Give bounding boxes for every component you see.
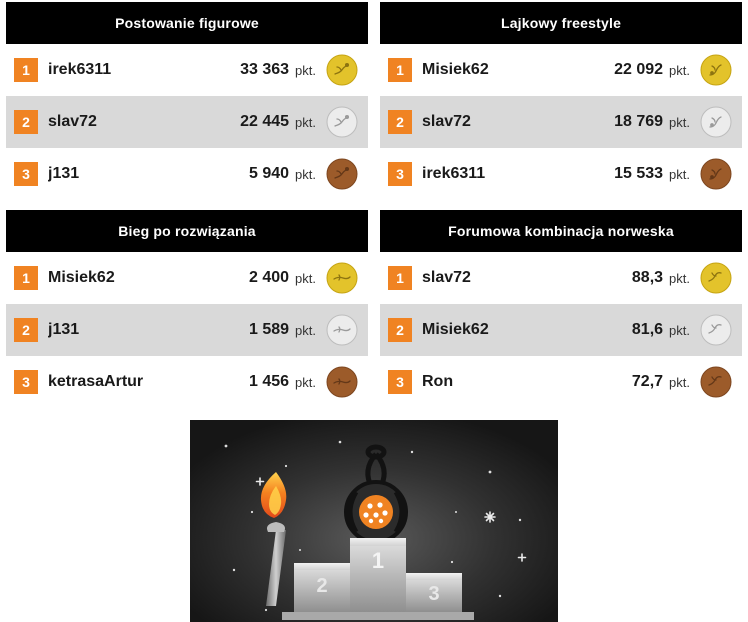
player-score: 5 940 (248, 165, 290, 182)
gold-medal-icon (326, 262, 358, 294)
player-score: 18 769 (614, 113, 664, 130)
rank-badge: 3 (388, 370, 412, 394)
table-row[interactable] (380, 356, 742, 408)
bronze-medal-icon (700, 158, 732, 190)
player-score: 1 589 (248, 321, 290, 338)
player-score: 2 400 (248, 269, 290, 286)
player-nick: Misiek62 (422, 61, 489, 78)
player-nick: Misiek62 (422, 321, 489, 338)
table-row[interactable] (380, 304, 742, 356)
player-nick: slav72 (422, 269, 471, 286)
player-nick: j131 (48, 321, 80, 338)
player-nick: ketrasaArtur (48, 373, 144, 390)
leaderboard-rows (380, 44, 742, 200)
score-unit: pkt. (295, 62, 316, 78)
score-unit: pkt. (669, 270, 690, 286)
silver-medal-icon (326, 314, 358, 346)
score-unit: pkt. (295, 322, 316, 338)
rank-badge: 2 (14, 318, 38, 342)
table-row[interactable] (6, 252, 368, 304)
rank-badge: 3 (14, 162, 38, 186)
leaderboard-rows (6, 44, 368, 200)
leaderboard-title: Postowanie figurowe (6, 2, 368, 44)
player-score: 72,7 (631, 373, 664, 390)
score-unit: pkt. (669, 62, 690, 78)
player-score: 1 456 (248, 373, 290, 390)
player-score: 22 445 (240, 113, 290, 130)
player-score: 33 363 (240, 61, 290, 78)
leaderboard-title: Forumowa kombinacja norweska (380, 210, 742, 252)
leaderboard-card-1 (374, 0, 748, 208)
leaderboard-rows (380, 252, 742, 408)
rank-badge: 3 (14, 370, 38, 394)
score-unit: pkt. (295, 114, 316, 130)
rank-badge: 1 (14, 58, 38, 82)
score-unit: pkt. (295, 374, 316, 390)
table-row[interactable] (6, 356, 368, 408)
player-nick: irek6311 (422, 165, 486, 182)
table-row[interactable] (6, 148, 368, 200)
rank-badge: 1 (14, 266, 38, 290)
score-unit: pkt. (669, 166, 690, 182)
podium-place-3: 3 (428, 583, 440, 605)
player-nick: slav72 (48, 113, 97, 130)
rank-badge: 2 (388, 110, 412, 134)
bronze-medal-icon (700, 366, 732, 398)
silver-medal-icon (700, 314, 732, 346)
player-nick: slav72 (422, 113, 471, 130)
player-score: 81,6 (631, 321, 664, 338)
rank-badge: 1 (388, 58, 412, 82)
score-unit: pkt. (669, 374, 690, 390)
score-unit: pkt. (295, 166, 316, 182)
score-unit: pkt. (295, 270, 316, 286)
gold-medal-icon (326, 54, 358, 86)
rank-badge: 2 (14, 110, 38, 134)
gold-medal-icon (700, 262, 732, 294)
leaderboard-card-2 (0, 208, 374, 416)
score-unit: pkt. (669, 114, 690, 130)
table-row[interactable] (6, 44, 368, 96)
player-nick: j131 (48, 165, 80, 182)
gold-medal-icon (700, 54, 732, 86)
player-nick: irek6311 (48, 61, 112, 78)
player-nick: Ron (422, 373, 454, 390)
leaderboard-rows (6, 252, 368, 408)
bronze-medal-icon (326, 158, 358, 190)
podium-place-1: 1 (371, 548, 385, 573)
player-score: 88,3 (631, 269, 664, 286)
rank-badge: 2 (388, 318, 412, 342)
leaderboard-title: Lajkowy freestyle (380, 2, 742, 44)
table-row[interactable] (380, 148, 742, 200)
rank-badge: 1 (388, 266, 412, 290)
player-nick: Misiek62 (48, 269, 115, 286)
bronze-medal-icon (326, 366, 358, 398)
table-row[interactable] (380, 252, 742, 304)
silver-medal-icon (326, 106, 358, 138)
silver-medal-icon (700, 106, 732, 138)
podium-section (0, 416, 748, 622)
table-row[interactable] (6, 304, 368, 356)
rank-badge: 3 (388, 162, 412, 186)
leaderboard-card-0 (0, 0, 374, 208)
score-unit: pkt. (669, 322, 690, 338)
table-row[interactable] (380, 96, 742, 148)
podium-illustration (190, 420, 558, 622)
player-score: 22 092 (614, 61, 664, 78)
player-score: 15 533 (614, 165, 664, 182)
leaderboard-card-3 (374, 208, 748, 416)
leaderboard-title: Bieg po rozwiązania (6, 210, 368, 252)
podium-place-2: 2 (316, 575, 328, 597)
table-row[interactable] (380, 44, 742, 96)
table-row[interactable] (6, 96, 368, 148)
